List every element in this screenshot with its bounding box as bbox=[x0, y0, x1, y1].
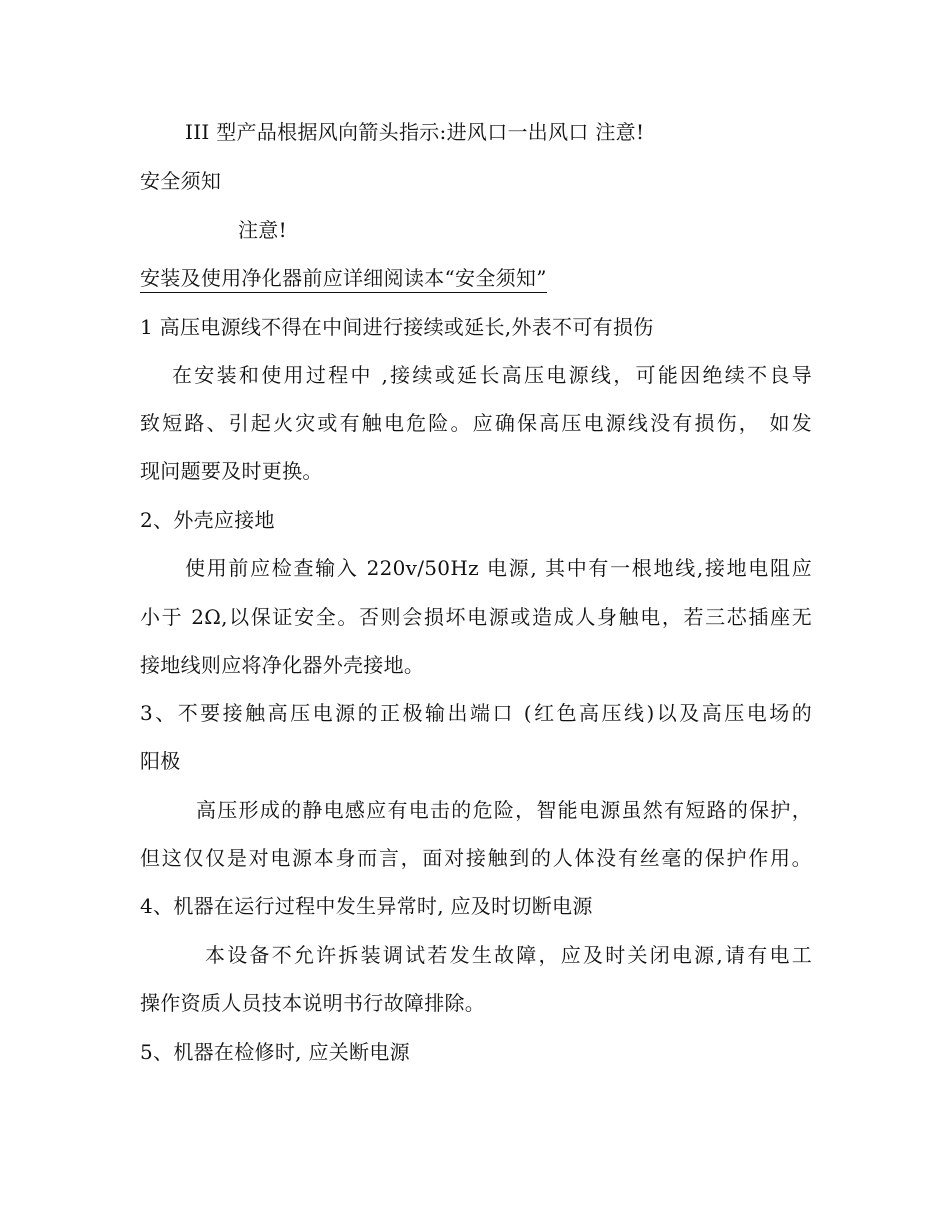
header-line: III 型产品根据风向箭头指示:进风口一出风口 注意! bbox=[185, 120, 645, 144]
item-3-body-line-2: 但这仅仅是对电源本身而言，面对接触到的人体没有丝毫的保护作用。 bbox=[140, 846, 812, 870]
item-3-heading-line-1: 3、不要接触高压电源的正极输出端口 (红色高压线)以及高压电场的 bbox=[140, 701, 812, 725]
intro-notice-text: 安装及使用净化器前应详细阅读本“安全须知” bbox=[140, 266, 547, 293]
item-1-body-line-2: 致短路、引起火灾或有触电危险。应确保高压电源线没有损伤， 如发 bbox=[140, 411, 812, 435]
item-2-body-line-1: 使用前应检查输入 220v/50Hz 电源, 其中有一根地线,接地电阻应 bbox=[185, 556, 812, 580]
item-3-body-line-1: 高压形成的静电感应有电击的危险，智能电源虽然有短路的保护， bbox=[196, 798, 812, 822]
item-4-body-line-2: 操作资质人员技本说明书行故障排除。 bbox=[140, 991, 486, 1015]
item-1-heading: 1 高压电源线不得在中间进行接续或延长,外表不可有损伤 bbox=[140, 315, 654, 339]
attention-label: 注意! bbox=[238, 218, 287, 242]
item-4-body-line-1: 本设备不允许拆装调试若发生故障，应及时关闭电源,请有电工 bbox=[205, 943, 812, 967]
safety-title: 安全须知 bbox=[140, 169, 222, 193]
intro-notice bbox=[140, 264, 547, 292]
item-3-heading-line-2: 阳极 bbox=[140, 749, 181, 773]
item-2-body-line-3: 接地线则应将净化器外壳接地。 bbox=[140, 653, 425, 677]
item-2-heading: 2、外壳应接地 bbox=[140, 508, 275, 532]
item-4-heading: 4、机器在运行过程中发生异常时, 应及时切断电源 bbox=[140, 894, 593, 918]
item-2-body-line-2: 小于 2Ω,以保证安全。否则会损坏电源或造成人身触电，若三芯插座无 bbox=[140, 605, 812, 629]
item-5-heading: 5、机器在检修时, 应关断电源 bbox=[140, 1040, 410, 1064]
item-1-body-line-3: 现问题要及时更换。 bbox=[140, 459, 323, 483]
item-1-body-line-1: 在安装和使用过程中 ,接续或延长高压电源线，可能因绝续不良导 bbox=[172, 363, 812, 387]
